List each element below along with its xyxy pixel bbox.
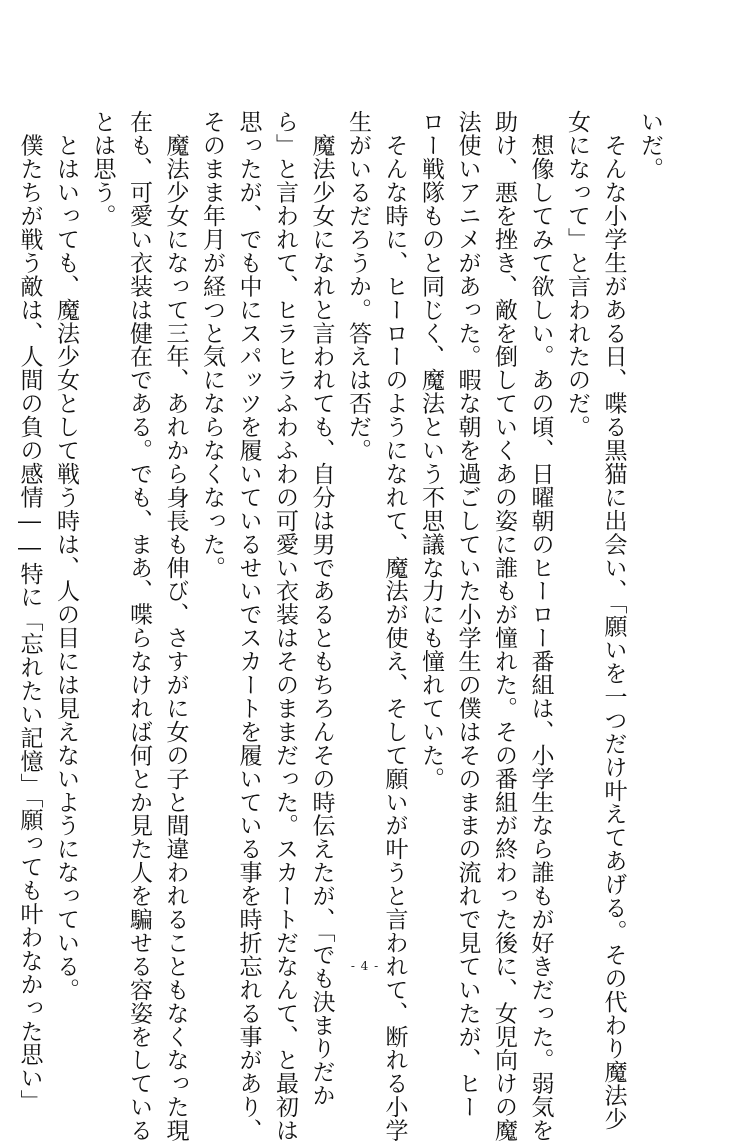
text-line: とは思う。 xyxy=(89,110,116,228)
text-line: 魔法少女になって三年、あれから身長も伸び、さすがに女の子と間違われることもなくなった現 xyxy=(162,110,189,1142)
text-line: そんな小学生がある日、喋る黒猫に出会い、「願いを一つだけ叶えてあげる。その代わり魔法少 xyxy=(600,110,627,1131)
text-line: 在も、可愛い衣装は健在である。でも、まあ、喋らなければ何とか見た人を騙せる容姿をしている xyxy=(126,110,152,1142)
text-line: 女になって」と言われたのだ。 xyxy=(564,110,590,439)
text-line: ら」と言われて、ヒラヒラふわふわの可愛い衣装はそのままだった。スカートだなんて、と最初は xyxy=(272,110,298,1142)
text-line: 思ったが、でも中にスパッツを履いているせいでスカートを履いている事を時折忘れる事があり、 xyxy=(235,110,262,1142)
text-line: そんな時に、ヒーローのようになれて、魔法が使え、そして願いが叶うと言われて、断れる小学 xyxy=(381,110,408,1142)
text-line: 助け、悪を挫き、敵を倒していくあの姿に誰もが憧れた。その番組が終わった後に、女児向けの魔 xyxy=(491,110,517,1142)
text-line: 想像してみて欲しい。あの頃、日曜朝のヒーロー番組は、小学生なら誰もが好きだった。弱気を xyxy=(527,110,554,1142)
text-line: とはいっても、魔法少女として戦う時は、人の目には見えないようになっている。 xyxy=(53,110,79,1002)
text-line: ロー戦隊ものと同じく、魔法という不思議な力にも憧れていた。 xyxy=(418,110,444,791)
text-line: そのまま年月が経つと気にならなくなった。 xyxy=(199,110,225,579)
text-line: 生がいるだろうか。答えは否だ。 xyxy=(345,110,371,462)
text-line: 魔法少女になれと言われても、自分は男であるともちろんその時伝えたが、「でも決まりだか xyxy=(308,110,335,1107)
body-text xyxy=(16,110,668,1142)
page-number: - 4 - xyxy=(350,959,380,973)
text-line: いだ。 xyxy=(637,110,663,181)
text-line: 法使いアニメがあった。暇な朝を過ごしていた小学生の僕はそのままの流れで見ていたが、ヒー xyxy=(454,110,481,1119)
text-line: 僕たちが戦う敵は、人間の負の感情――特に「忘れたい記憶」「願っても叶わなかった思い」 xyxy=(16,110,43,1113)
